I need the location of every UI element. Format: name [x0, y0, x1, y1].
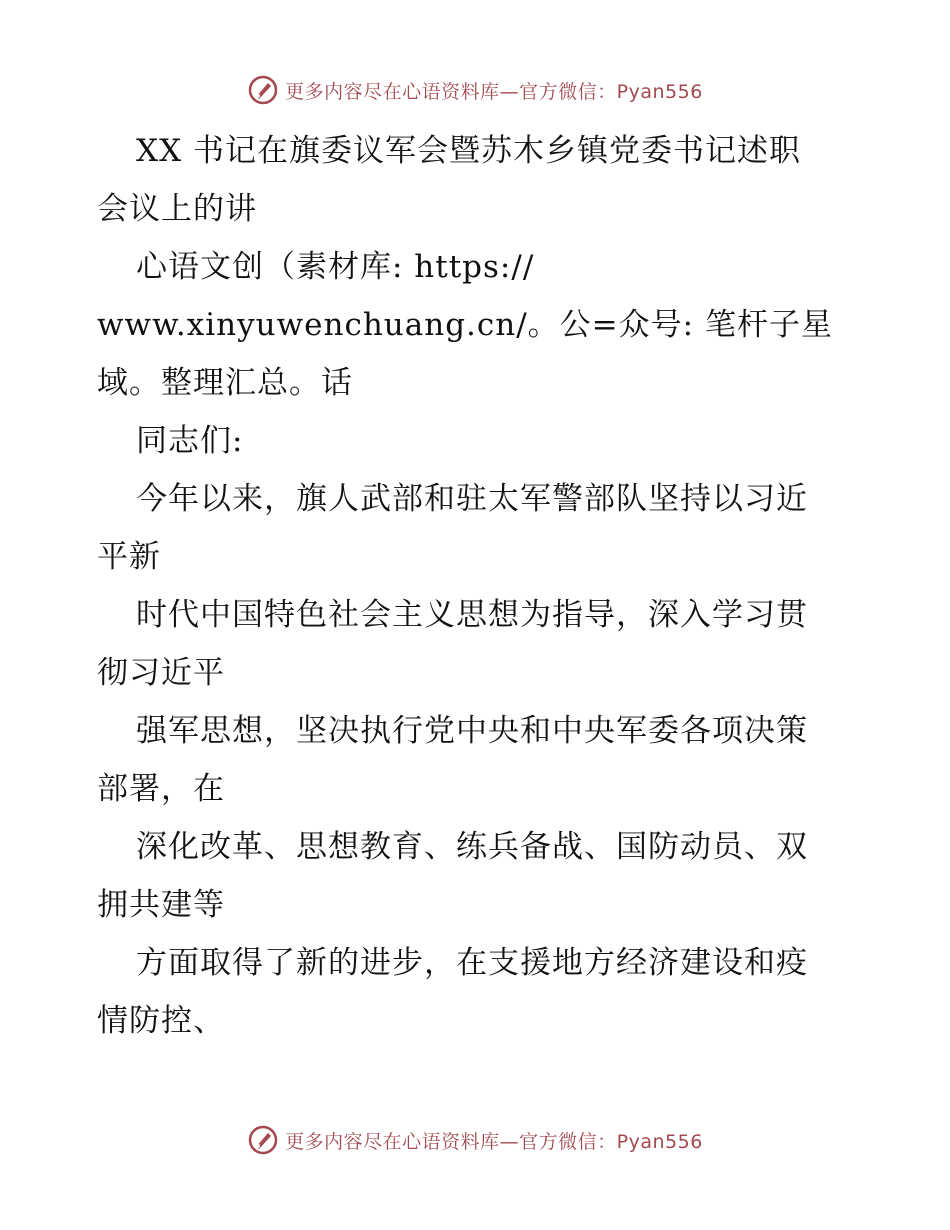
paragraph-line: 强军思想，坚决执行党中央和中央军委各项决策: [136, 713, 808, 749]
paragraph-line: 彻习近平: [97, 655, 225, 691]
source-line-2: www.xinyuwenchuang.cn/。公=众号: 笔杆子星: [97, 307, 833, 343]
paragraph-line: 情防控、: [97, 1003, 225, 1039]
title-line-1: XX 书记在旗委议军会暨苏木乡镇党委书记述职: [136, 133, 801, 169]
banner-text: 更多内容尽在心语资料库—官方微信：Pyan556: [285, 1130, 703, 1153]
banner-text: 更多内容尽在心语资料库—官方微信：Pyan556: [285, 80, 703, 103]
header-banner: [0, 70, 950, 110]
paragraph-line: 方面取得了新的进步，在支援地方经济建设和疫: [136, 945, 808, 981]
source-line-3: 域。整理汇总。话: [97, 365, 353, 401]
paragraph-line: 深化改革、思想教育、练兵备战、国防动员、双: [136, 829, 808, 865]
paragraph-line: 平新: [97, 539, 161, 575]
footer-banner: [0, 1120, 950, 1160]
title-line-2: 会议上的讲: [97, 191, 257, 227]
pen-circle-logo-icon: [247, 74, 279, 106]
paragraph-line: 时代中国特色社会主义思想为指导，深入学习贯: [136, 597, 808, 633]
paragraph-line: 今年以来，旗人武部和驻太军警部队坚持以习近: [136, 481, 808, 517]
paragraph-line: 拥共建等: [97, 887, 225, 923]
document-body: [97, 122, 857, 1050]
source-line-1: 心语文创（素材库: https://: [136, 249, 535, 285]
pen-circle-logo-icon: [247, 1124, 279, 1156]
salutation: 同志们:: [136, 423, 244, 459]
paragraph-line: 部署，在: [97, 771, 225, 807]
